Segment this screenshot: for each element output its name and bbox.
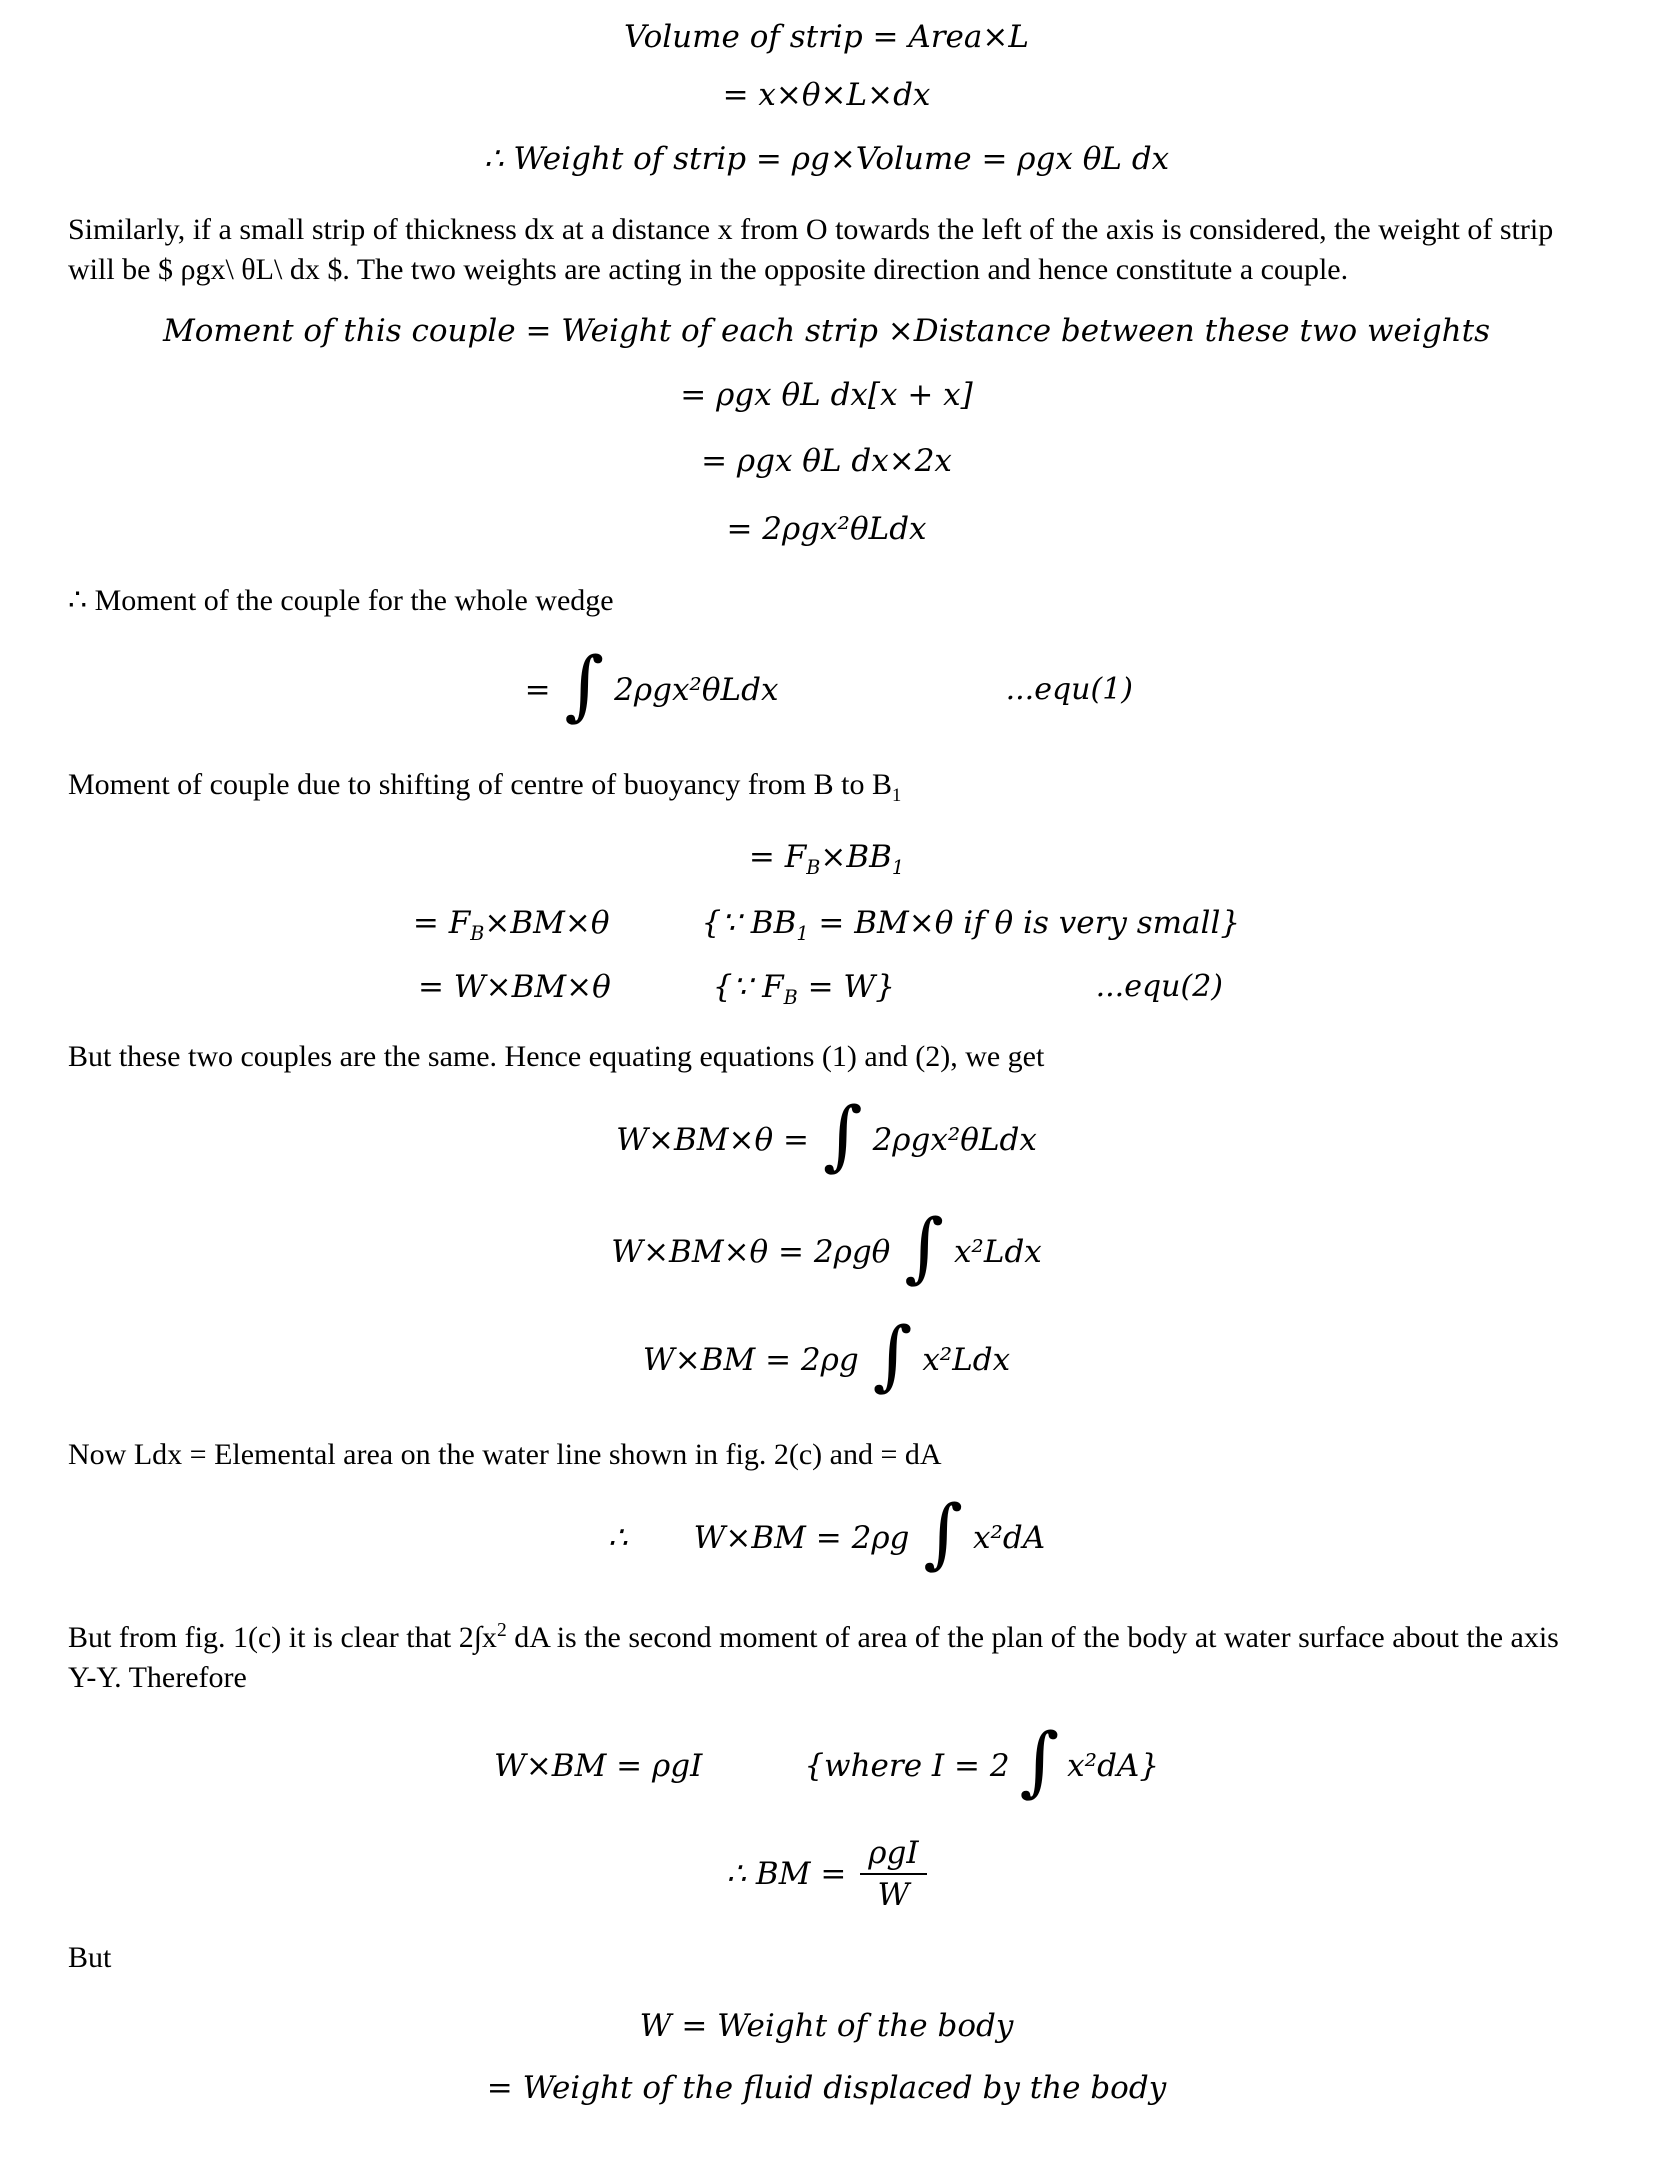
equation-part: ×BM×θ [484,905,610,941]
equation-part: = W×BM×θ [417,969,611,1005]
subscript-B: B [470,922,485,946]
integrand: 2ρgx²θLdx [872,1122,1037,1158]
equation-lhs: W×BM = 2ρg [642,1342,859,1378]
fraction [860,1834,926,1913]
text-ldx-elemental-area: Now Ldx = Elemental area on the water line shown in fig. 2(c) and = dA [68,1438,942,1471]
brace-comment [804,1745,1009,1787]
equation-moment-step-2: = ρgx θL dx×2x [701,443,952,479]
subscript-1: 1 [796,922,809,946]
brace-comment [712,969,896,1010]
comment-part: {∵ F [712,969,784,1005]
paragraph-similarly: Similarly, if a small strip of thickness dx at a distance x from O towards the left of the axis is considered, the weight of strip will be $ ρgx\ θL\ dx $. The two weights are acting in the opposite direction and hence constitute a couple. [68,213,1554,286]
equation-lhs: ∴ BM = [726,1855,847,1892]
integrand: x²Ldx [922,1342,1011,1378]
equation-number-2: ...equ(2) [1095,969,1223,1004]
text-part: But from fig. 1(c) it is clear that 2∫x [68,1621,497,1654]
equation-wbm-da: ∴ W×BM = 2ρg ∫ x²dA [607,1488,1046,1577]
equation-volume-expanded: = x×θ×L×dx [722,77,931,113]
equation-bm-result [0,1826,1653,1921]
equation-lhs: W×BM = 2ρg [693,1520,910,1556]
equation-wbm-integral-1: W×BM×θ = ∫ 2ρgx²θLdx [616,1090,1037,1179]
fraction-numerator: ρgI [860,1837,926,1875]
integrand: 2ρgx²θLdx [614,672,779,708]
equation-lhs: W×BM×θ = [616,1122,809,1158]
equation-w-weight-body: W = Weight of the body [639,2008,1014,2044]
equation-w-bm-theta-equ2 [0,966,1653,1008]
comment-part: {∵ BB [701,905,797,941]
equation-wbm-rho-g-i: W×BM = ρgI {where I = 2 ∫ x²dA} [493,1716,1160,1805]
brace-comment [701,905,1241,946]
equation-fb-bb1 [0,836,1653,878]
equation-part: = F [748,839,807,875]
equation-volume-of-strip: Volume of strip = Area×L [624,19,1029,55]
therefore-symbol: ∴ [607,1520,628,1556]
equation-moment-step-3: = 2ρgx²θLdx [726,511,927,547]
subscript-B: B [783,986,798,1010]
subscript-1: 1 [891,856,905,880]
subscript-1: 1 [892,785,902,806]
equation-part: ×BB [820,839,892,875]
equation-cluster [418,966,895,1008]
superscript-2: 2 [496,1620,507,1641]
comment-part: {where I = 2 [804,1748,1010,1784]
equation-lhs: W×BM = ρgI [493,1748,703,1784]
comment-part: = BM×θ if θ is very small} [808,905,1241,941]
equation-weight-of-strip: ∴ Weight of strip = ρg×Volume = ρgx θL dx [483,141,1170,177]
text-moment-whole-wedge: ∴ Moment of the couple for the whole wedge [68,584,614,617]
text-part: Moment of couple due to shifting of centre of buoyancy from B to B [68,768,892,801]
text-but: But [68,1941,112,1974]
comment-part: = W} [797,969,896,1005]
paragraph-second-moment [0,1618,1653,1698]
equation-fb-bm-theta [0,902,1653,944]
equation-cluster: = ∫ 2ρgx²θLdx [524,640,779,729]
equation-wbm-integral-3: W×BM = 2ρg ∫ x²Ldx [642,1310,1011,1399]
equation-lhs: W×BM×θ = 2ρgθ [611,1234,891,1270]
equation-part: = F [412,905,471,941]
subscript-B: B [806,856,821,880]
fraction-denominator: W [877,1876,910,1913]
equation-moment-couple-definition: Moment of this couple = Weight of each strip ×Distance between these two weights [163,313,1490,349]
integrand: x²Ldx [953,1234,1042,1270]
text-part: dA is the second moment of area of the plan of the body at water surface about the axis Y-Y. Therefore [68,1621,1559,1694]
equation-wbm-integral-2: W×BM×θ = 2ρgθ ∫ x²Ldx [611,1202,1042,1291]
text-equating-equations: But these two couples are the same. Hence equating equations (1) and (2), we get [68,1040,1045,1073]
integrand: x²dA [973,1520,1046,1556]
comment-part: x²dA} [1067,1748,1160,1784]
equation-w-weight-fluid: = Weight of the fluid displaced by the body [486,2070,1167,2106]
text-shifting-buoyancy [0,764,1653,806]
equation-number-1: ...equ(1) [1005,672,1133,707]
equals-sign: = [524,672,551,708]
equation-integral-equ1 [0,640,1653,740]
equation-moment-step-1: = ρgx θL dx[x + x] [680,377,973,413]
